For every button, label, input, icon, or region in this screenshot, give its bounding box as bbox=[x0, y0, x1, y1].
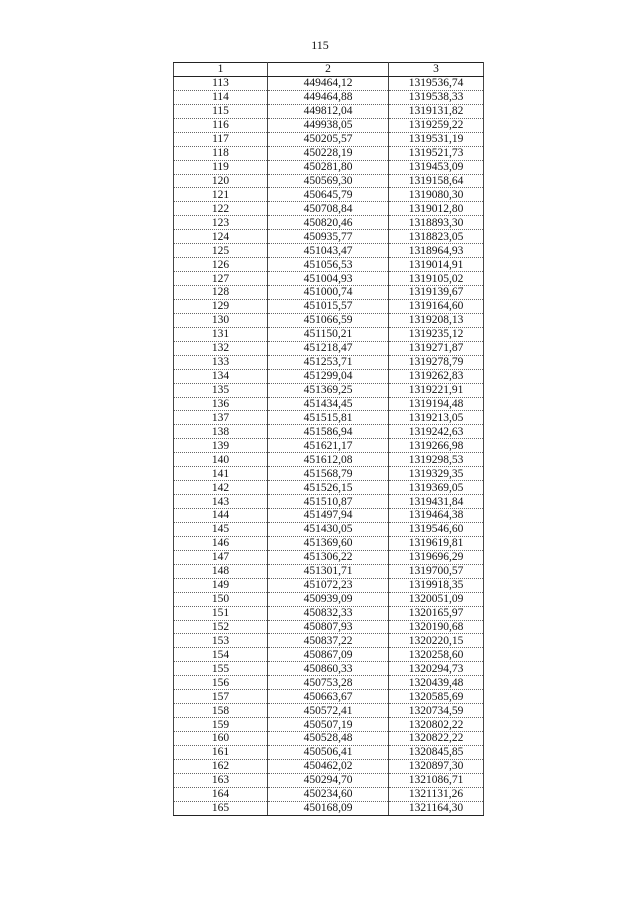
x-coordinate-cell: 451301,71 bbox=[268, 564, 389, 578]
y-coordinate-cell: 1320822,22 bbox=[389, 732, 484, 746]
table-row bbox=[174, 272, 484, 286]
x-coordinate-cell: 450645,79 bbox=[268, 188, 389, 202]
x-coordinate-cell: 450528,48 bbox=[268, 732, 389, 746]
table-row bbox=[174, 690, 484, 704]
x-coordinate-cell: 450832,33 bbox=[268, 606, 389, 620]
y-coordinate-cell: 1320294,73 bbox=[389, 662, 484, 676]
point-number-cell: 153 bbox=[174, 634, 268, 648]
point-number-cell: 126 bbox=[174, 258, 268, 272]
table-row bbox=[174, 550, 484, 564]
y-coordinate-cell: 1320897,30 bbox=[389, 759, 484, 773]
x-coordinate-cell: 451306,22 bbox=[268, 550, 389, 564]
point-number-cell: 151 bbox=[174, 606, 268, 620]
x-coordinate-cell: 450708,84 bbox=[268, 202, 389, 216]
y-coordinate-cell: 1321164,30 bbox=[389, 801, 484, 815]
point-number-cell: 135 bbox=[174, 383, 268, 397]
table-row bbox=[174, 745, 484, 759]
table-row bbox=[174, 104, 484, 118]
table-body bbox=[174, 76, 484, 815]
table-row bbox=[174, 313, 484, 327]
table-row bbox=[174, 773, 484, 787]
y-coordinate-cell: 1319266,98 bbox=[389, 439, 484, 453]
point-number-cell: 146 bbox=[174, 536, 268, 550]
x-coordinate-cell: 451497,94 bbox=[268, 509, 389, 523]
y-coordinate-cell: 1319546,60 bbox=[389, 522, 484, 536]
page-number: 115 bbox=[311, 38, 329, 52]
x-coordinate-cell: 450281,80 bbox=[268, 160, 389, 174]
table-row bbox=[174, 299, 484, 313]
y-coordinate-cell: 1320258,60 bbox=[389, 648, 484, 662]
table-row bbox=[174, 481, 484, 495]
point-number-cell: 165 bbox=[174, 801, 268, 815]
table-row bbox=[174, 522, 484, 536]
x-coordinate-cell: 451621,17 bbox=[268, 439, 389, 453]
table-row bbox=[174, 495, 484, 509]
table-row bbox=[174, 509, 484, 523]
x-coordinate-cell: 451056,53 bbox=[268, 258, 389, 272]
table-row bbox=[174, 564, 484, 578]
x-coordinate-cell: 450569,30 bbox=[268, 174, 389, 188]
y-coordinate-cell: 1319158,64 bbox=[389, 174, 484, 188]
y-coordinate-cell: 1319531,19 bbox=[389, 132, 484, 146]
y-coordinate-cell: 1319464,38 bbox=[389, 509, 484, 523]
table-row bbox=[174, 258, 484, 272]
table-row bbox=[174, 327, 484, 341]
table-row bbox=[174, 397, 484, 411]
point-number-cell: 147 bbox=[174, 550, 268, 564]
table-row bbox=[174, 578, 484, 592]
table-row bbox=[174, 648, 484, 662]
x-coordinate-cell: 450572,41 bbox=[268, 704, 389, 718]
y-coordinate-cell: 1320802,22 bbox=[389, 718, 484, 732]
table-row bbox=[174, 732, 484, 746]
table-row bbox=[174, 76, 484, 90]
x-coordinate-cell: 449812,04 bbox=[268, 104, 389, 118]
point-number-cell: 128 bbox=[174, 286, 268, 300]
y-coordinate-cell: 1319278,79 bbox=[389, 355, 484, 369]
x-coordinate-cell: 450168,09 bbox=[268, 801, 389, 815]
table-row bbox=[174, 369, 484, 383]
point-number-cell: 139 bbox=[174, 439, 268, 453]
point-number-cell: 133 bbox=[174, 355, 268, 369]
point-number-cell: 152 bbox=[174, 620, 268, 634]
y-coordinate-cell: 1319271,87 bbox=[389, 341, 484, 355]
point-number-cell: 155 bbox=[174, 662, 268, 676]
point-number-cell: 125 bbox=[174, 244, 268, 258]
point-number-cell: 144 bbox=[174, 509, 268, 523]
x-coordinate-cell: 451434,45 bbox=[268, 397, 389, 411]
table-row bbox=[174, 606, 484, 620]
x-coordinate-cell: 450663,67 bbox=[268, 690, 389, 704]
y-coordinate-cell: 1320734,59 bbox=[389, 704, 484, 718]
y-coordinate-cell: 1319453,09 bbox=[389, 160, 484, 174]
x-coordinate-cell: 450837,22 bbox=[268, 634, 389, 648]
x-coordinate-cell: 450507,19 bbox=[268, 718, 389, 732]
point-number-cell: 130 bbox=[174, 313, 268, 327]
point-number-cell: 132 bbox=[174, 341, 268, 355]
column-header-2: 2 bbox=[268, 63, 389, 77]
x-coordinate-cell: 451043,47 bbox=[268, 244, 389, 258]
table-row bbox=[174, 787, 484, 801]
y-coordinate-cell: 1319521,73 bbox=[389, 146, 484, 160]
table-row bbox=[174, 801, 484, 815]
point-number-cell: 119 bbox=[174, 160, 268, 174]
x-coordinate-cell: 451526,15 bbox=[268, 481, 389, 495]
point-number-cell: 149 bbox=[174, 578, 268, 592]
table-row bbox=[174, 286, 484, 300]
x-coordinate-cell: 451015,57 bbox=[268, 299, 389, 313]
table-row bbox=[174, 620, 484, 634]
point-number-cell: 154 bbox=[174, 648, 268, 662]
y-coordinate-cell: 1319139,67 bbox=[389, 286, 484, 300]
y-coordinate-cell: 1319221,91 bbox=[389, 383, 484, 397]
x-coordinate-cell: 451612,08 bbox=[268, 453, 389, 467]
point-number-cell: 156 bbox=[174, 676, 268, 690]
x-coordinate-cell: 450820,46 bbox=[268, 216, 389, 230]
point-number-cell: 121 bbox=[174, 188, 268, 202]
table-row bbox=[174, 160, 484, 174]
x-coordinate-cell: 450935,77 bbox=[268, 230, 389, 244]
y-coordinate-cell: 1319242,63 bbox=[389, 425, 484, 439]
y-coordinate-cell: 1319235,12 bbox=[389, 327, 484, 341]
table-row bbox=[174, 718, 484, 732]
point-number-cell: 160 bbox=[174, 732, 268, 746]
x-coordinate-cell: 451515,81 bbox=[268, 411, 389, 425]
point-number-cell: 138 bbox=[174, 425, 268, 439]
y-coordinate-cell: 1318823,05 bbox=[389, 230, 484, 244]
x-coordinate-cell: 450867,09 bbox=[268, 648, 389, 662]
point-number-cell: 137 bbox=[174, 411, 268, 425]
point-number-cell: 143 bbox=[174, 495, 268, 509]
point-number-cell: 129 bbox=[174, 299, 268, 313]
point-number-cell: 127 bbox=[174, 272, 268, 286]
point-number-cell: 116 bbox=[174, 118, 268, 132]
point-number-cell: 140 bbox=[174, 453, 268, 467]
table-row bbox=[174, 188, 484, 202]
y-coordinate-cell: 1319208,13 bbox=[389, 313, 484, 327]
y-coordinate-cell: 1320845,85 bbox=[389, 745, 484, 759]
x-coordinate-cell: 451510,87 bbox=[268, 495, 389, 509]
point-number-cell: 123 bbox=[174, 216, 268, 230]
point-number-cell: 117 bbox=[174, 132, 268, 146]
column-header-3: 3 bbox=[389, 63, 484, 77]
x-coordinate-cell: 450462,02 bbox=[268, 759, 389, 773]
y-coordinate-cell: 1320051,09 bbox=[389, 592, 484, 606]
x-coordinate-cell: 451299,04 bbox=[268, 369, 389, 383]
point-number-cell: 145 bbox=[174, 522, 268, 536]
x-coordinate-cell: 450506,41 bbox=[268, 745, 389, 759]
x-coordinate-cell: 450753,28 bbox=[268, 676, 389, 690]
y-coordinate-cell: 1319700,57 bbox=[389, 564, 484, 578]
x-coordinate-cell: 450234,60 bbox=[268, 787, 389, 801]
y-coordinate-cell: 1319538,33 bbox=[389, 90, 484, 104]
y-coordinate-cell: 1319262,83 bbox=[389, 369, 484, 383]
point-number-cell: 163 bbox=[174, 773, 268, 787]
y-coordinate-cell: 1320585,69 bbox=[389, 690, 484, 704]
table-row bbox=[174, 704, 484, 718]
point-number-cell: 162 bbox=[174, 759, 268, 773]
column-header-1: 1 bbox=[174, 63, 268, 77]
y-coordinate-cell: 1319298,53 bbox=[389, 453, 484, 467]
point-number-cell: 122 bbox=[174, 202, 268, 216]
point-number-cell: 150 bbox=[174, 592, 268, 606]
point-number-cell: 124 bbox=[174, 230, 268, 244]
y-coordinate-cell: 1320190,68 bbox=[389, 620, 484, 634]
x-coordinate-cell: 451066,59 bbox=[268, 313, 389, 327]
point-number-cell: 131 bbox=[174, 327, 268, 341]
x-coordinate-cell: 451586,94 bbox=[268, 425, 389, 439]
point-number-cell: 115 bbox=[174, 104, 268, 118]
table-row bbox=[174, 383, 484, 397]
table-row bbox=[174, 676, 484, 690]
point-number-cell: 114 bbox=[174, 90, 268, 104]
table-row bbox=[174, 341, 484, 355]
table-row bbox=[174, 467, 484, 481]
y-coordinate-cell: 1319131,82 bbox=[389, 104, 484, 118]
table-row bbox=[174, 759, 484, 773]
table-row bbox=[174, 230, 484, 244]
y-coordinate-cell: 1319080,30 bbox=[389, 188, 484, 202]
coordinates-table bbox=[173, 62, 484, 816]
y-coordinate-cell: 1319918,35 bbox=[389, 578, 484, 592]
point-number-cell: 113 bbox=[174, 76, 268, 90]
point-number-cell: 159 bbox=[174, 718, 268, 732]
y-coordinate-cell: 1321131,26 bbox=[389, 787, 484, 801]
point-number-cell: 142 bbox=[174, 481, 268, 495]
y-coordinate-cell: 1318893,30 bbox=[389, 216, 484, 230]
point-number-cell: 141 bbox=[174, 467, 268, 481]
x-coordinate-cell: 449938,05 bbox=[268, 118, 389, 132]
point-number-cell: 118 bbox=[174, 146, 268, 160]
point-number-cell: 120 bbox=[174, 174, 268, 188]
table-row bbox=[174, 453, 484, 467]
y-coordinate-cell: 1319194,48 bbox=[389, 397, 484, 411]
x-coordinate-cell: 449464,12 bbox=[268, 76, 389, 90]
table-row bbox=[174, 132, 484, 146]
table-row bbox=[174, 90, 484, 104]
y-coordinate-cell: 1319431,84 bbox=[389, 495, 484, 509]
x-coordinate-cell: 451369,25 bbox=[268, 383, 389, 397]
y-coordinate-cell: 1320439,48 bbox=[389, 676, 484, 690]
table-row bbox=[174, 118, 484, 132]
table-row bbox=[174, 425, 484, 439]
x-coordinate-cell: 450228,19 bbox=[268, 146, 389, 160]
table-row bbox=[174, 202, 484, 216]
point-number-cell: 164 bbox=[174, 787, 268, 801]
table-row bbox=[174, 355, 484, 369]
point-number-cell: 136 bbox=[174, 397, 268, 411]
x-coordinate-cell: 450860,33 bbox=[268, 662, 389, 676]
table-row bbox=[174, 634, 484, 648]
table-row bbox=[174, 592, 484, 606]
x-coordinate-cell: 451369,60 bbox=[268, 536, 389, 550]
point-number-cell: 161 bbox=[174, 745, 268, 759]
point-number-cell: 148 bbox=[174, 564, 268, 578]
point-number-cell: 134 bbox=[174, 369, 268, 383]
table-row bbox=[174, 146, 484, 160]
x-coordinate-cell: 451004,93 bbox=[268, 272, 389, 286]
x-coordinate-cell: 449464,88 bbox=[268, 90, 389, 104]
x-coordinate-cell: 451072,23 bbox=[268, 578, 389, 592]
y-coordinate-cell: 1319696,29 bbox=[389, 550, 484, 564]
y-coordinate-cell: 1318964,93 bbox=[389, 244, 484, 258]
x-coordinate-cell: 451000,74 bbox=[268, 286, 389, 300]
y-coordinate-cell: 1319105,02 bbox=[389, 272, 484, 286]
y-coordinate-cell: 1319536,74 bbox=[389, 76, 484, 90]
table-row bbox=[174, 536, 484, 550]
x-coordinate-cell: 450294,70 bbox=[268, 773, 389, 787]
table-row bbox=[174, 174, 484, 188]
point-number-cell: 158 bbox=[174, 704, 268, 718]
table-row bbox=[174, 216, 484, 230]
y-coordinate-cell: 1319014,91 bbox=[389, 258, 484, 272]
table-row bbox=[174, 439, 484, 453]
y-coordinate-cell: 1320165,97 bbox=[389, 606, 484, 620]
table-row bbox=[174, 411, 484, 425]
y-coordinate-cell: 1319329,35 bbox=[389, 467, 484, 481]
y-coordinate-cell: 1319369,05 bbox=[389, 481, 484, 495]
table-row bbox=[174, 244, 484, 258]
y-coordinate-cell: 1319259,22 bbox=[389, 118, 484, 132]
table-header-row bbox=[174, 63, 484, 77]
x-coordinate-cell: 451150,21 bbox=[268, 327, 389, 341]
y-coordinate-cell: 1321086,71 bbox=[389, 773, 484, 787]
y-coordinate-cell: 1319213,05 bbox=[389, 411, 484, 425]
x-coordinate-cell: 451253,71 bbox=[268, 355, 389, 369]
x-coordinate-cell: 450939,09 bbox=[268, 592, 389, 606]
x-coordinate-cell: 450205,57 bbox=[268, 132, 389, 146]
y-coordinate-cell: 1320220,15 bbox=[389, 634, 484, 648]
x-coordinate-cell: 450807,93 bbox=[268, 620, 389, 634]
x-coordinate-cell: 451218,47 bbox=[268, 341, 389, 355]
x-coordinate-cell: 451568,79 bbox=[268, 467, 389, 481]
point-number-cell: 157 bbox=[174, 690, 268, 704]
y-coordinate-cell: 1319012,80 bbox=[389, 202, 484, 216]
table-row bbox=[174, 662, 484, 676]
y-coordinate-cell: 1319164,60 bbox=[389, 299, 484, 313]
x-coordinate-cell: 451430,05 bbox=[268, 522, 389, 536]
y-coordinate-cell: 1319619,81 bbox=[389, 536, 484, 550]
